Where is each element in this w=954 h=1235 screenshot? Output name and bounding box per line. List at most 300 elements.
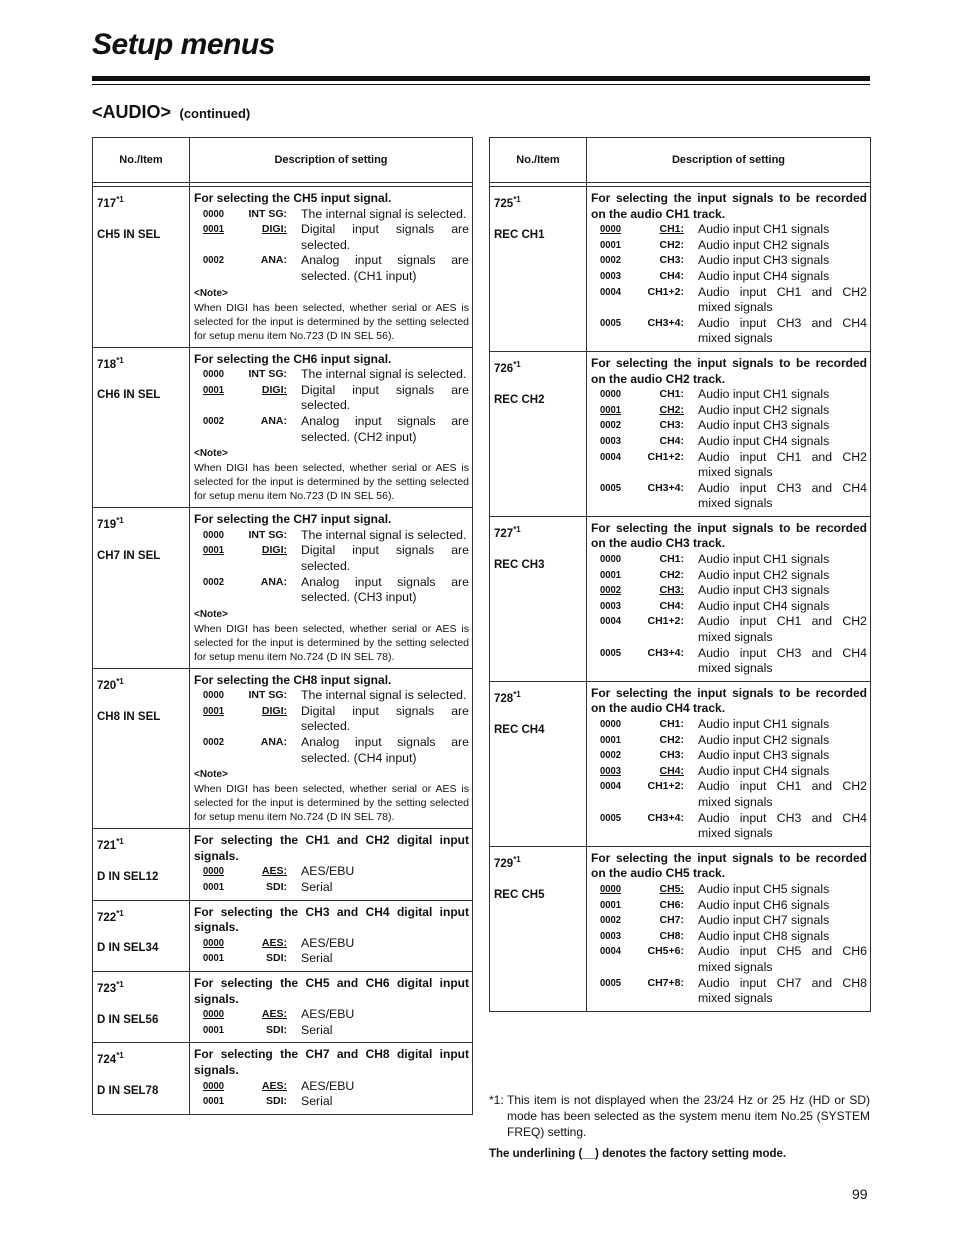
option-code: [600, 811, 631, 842]
item-number: [494, 687, 582, 707]
option-key: [634, 285, 686, 316]
option-text: The internal signal is selected.: [301, 527, 467, 542]
option-code-text: 0004: [600, 780, 622, 793]
note-text: When DIGI has been selected, whether serial or AES is selected for the input is determined by the setting selected for setup menu item No.724 (D IN SEL 78).: [194, 622, 469, 663]
factory-default-key: DIGI:: [261, 383, 287, 396]
option-text: Audio input CH4 signals: [698, 598, 830, 613]
item-number-text: 726: [494, 362, 514, 375]
option-key-text: SDI:: [266, 1023, 287, 1036]
option-code-text: 0002: [600, 914, 622, 927]
option-key-text: INT SG:: [248, 528, 287, 541]
item-cell: [93, 508, 190, 669]
factory-default-key: CH1:: [659, 223, 684, 236]
option-text: Audio input CH3 and CH4 mixed signals: [698, 480, 867, 511]
option-code-text: 0004: [600, 945, 622, 958]
option-key-text: CH1:: [659, 718, 684, 730]
table-header-row: [490, 138, 871, 183]
description-cell: [190, 900, 473, 971]
option-row: [591, 552, 867, 568]
item-cell: [490, 681, 587, 846]
item-cell: [93, 829, 190, 900]
item-footnote-mark: *1: [513, 524, 521, 534]
option-row: [591, 764, 867, 780]
description-cell: [190, 1043, 473, 1114]
option-row: [591, 418, 867, 434]
description-cell: [587, 681, 871, 846]
option-text: AES/EBU: [301, 864, 355, 879]
option-key-text: CH8:: [659, 929, 684, 942]
item-footnote-mark: *1: [513, 359, 521, 369]
option-code: [600, 944, 631, 975]
option-code-text: 0001: [203, 952, 225, 965]
option-row: [194, 528, 469, 544]
option-key: [634, 898, 686, 914]
option-key-text: INT SG:: [248, 207, 287, 220]
page-title: Setup menus: [92, 28, 275, 61]
item-number: [494, 852, 582, 872]
option-key-text: CH3+4:: [647, 811, 684, 824]
item-name: D IN SEL78: [97, 1085, 159, 1098]
option-code-text: 0001: [600, 238, 622, 251]
option-row: [591, 748, 867, 764]
option-key-text: CH3:: [659, 419, 684, 432]
option-key-text: CH6:: [659, 898, 684, 911]
left-settings-table: [92, 137, 473, 1115]
option-key-text: INT SG:: [248, 368, 287, 381]
option-text: Audio input CH7 signals: [698, 913, 830, 928]
table-row: [93, 668, 473, 829]
option-text: Audio input CH5 and CH6 mixed signals: [698, 944, 867, 974]
option-key-text: ANA:: [260, 575, 287, 588]
note-heading: <Note>: [194, 608, 228, 620]
option-key: [237, 1079, 289, 1095]
option-text: Audio input CH1 signals: [698, 387, 830, 402]
option-code: [600, 764, 631, 780]
option-key: [634, 811, 686, 842]
item-name: CH5 IN SEL: [97, 228, 161, 241]
option-key: [634, 222, 686, 238]
title-rule-thin: [92, 84, 870, 85]
option-code-text: 0003: [600, 434, 622, 447]
option-code: [600, 913, 631, 929]
option-key: [634, 929, 686, 945]
option-code-text: 0001: [600, 733, 622, 746]
table-row: [93, 1043, 473, 1114]
option-key-text: CH7:: [659, 914, 684, 927]
table-row: [490, 187, 871, 352]
option-code-text: 0002: [600, 419, 622, 432]
option-key-text: CH2:: [659, 238, 684, 251]
option-row: [591, 222, 867, 238]
option-code: [600, 222, 631, 238]
header-item: No./Item: [93, 138, 190, 183]
option-row: [591, 387, 867, 403]
option-code: [203, 704, 234, 735]
title-rule: [92, 76, 870, 81]
item-name: D IN SEL34: [97, 942, 159, 955]
factory-default-key: DIGI:: [261, 223, 287, 236]
option-text: Audio input CH7 and CH8 mixed signals: [698, 975, 867, 1006]
option-text: Serial: [301, 1094, 333, 1109]
option-code-text: 0002: [600, 749, 622, 762]
item-footnote-mark: *1: [116, 980, 124, 989]
option-code-text: 0001: [203, 881, 225, 894]
option-text: Audio input CH5 signals: [698, 881, 830, 896]
option-row: [591, 614, 867, 645]
option-code-text: 0003: [600, 269, 622, 282]
factory-default-code: 0002: [600, 584, 622, 597]
factory-default-code: 0000: [203, 936, 225, 949]
option-key: [634, 976, 686, 1007]
option-code-text: 0003: [600, 599, 622, 612]
description-heading: For selecting the CH8 input signal.: [194, 672, 392, 687]
option-key-text: SDI:: [266, 952, 287, 965]
factory-default-code: 0000: [600, 223, 622, 236]
factory-default-key: AES:: [261, 1008, 287, 1021]
option-row: [194, 253, 469, 284]
option-row: [591, 779, 867, 810]
option-text: Serial: [301, 951, 333, 966]
option-code: [600, 253, 631, 269]
option-code: [203, 575, 234, 606]
option-code: [203, 936, 234, 952]
description-heading: For selecting the CH6 input signal.: [194, 351, 392, 366]
description-cell: [587, 846, 871, 1011]
factory-setting-note: The underlining (__) denotes the factory setting mode.: [489, 1148, 787, 1160]
item-footnote-mark: *1: [116, 908, 124, 918]
option-code-text: 0000: [600, 553, 622, 566]
option-key: [237, 951, 289, 967]
option-key: [634, 418, 686, 434]
option-code: [600, 238, 631, 254]
item-number-text: 727: [494, 527, 514, 540]
option-code: [600, 929, 631, 945]
option-key-text: CH4:: [659, 434, 684, 447]
option-row: [591, 929, 867, 945]
option-code-text: 0005: [600, 976, 622, 989]
option-row: [194, 575, 469, 606]
item-cell: [93, 668, 190, 829]
option-text: Audio input CH8 signals: [698, 928, 830, 943]
option-code-text: 0002: [203, 414, 225, 427]
option-row: [591, 238, 867, 254]
item-number-text: 729: [494, 857, 514, 870]
option-key: [237, 864, 289, 880]
item-cell: [490, 516, 587, 681]
footnote-text: This item is not displayed when the 23/24 Hz or 25 Hz (HD or SD) mode has been selected as the system menu item No.25 (SYSTEM FREQ) setting.: [507, 1093, 870, 1139]
description-cell: [190, 187, 473, 348]
option-code-text: 0004: [600, 285, 622, 298]
item-number: [97, 353, 185, 373]
option-key: [237, 414, 289, 445]
option-code-text: 0004: [600, 615, 622, 628]
option-key: [634, 450, 686, 481]
section-suffix: (continued): [179, 106, 251, 121]
option-code: [600, 450, 631, 481]
option-code-text: 0005: [600, 646, 622, 659]
option-key-text: CH1+2:: [647, 450, 684, 463]
option-key-text: CH5+6:: [647, 945, 684, 958]
description-cell: [190, 972, 473, 1043]
item-name: REC CH4: [494, 723, 545, 736]
option-text: Digital input signals are selected.: [301, 382, 469, 413]
item-name: REC CH1: [494, 228, 545, 241]
option-key-text: CH3+4:: [647, 316, 684, 329]
item-cell: [93, 1043, 190, 1114]
option-code: [203, 528, 234, 544]
option-code: [600, 882, 631, 898]
table-row: [490, 681, 871, 846]
description-cell: [587, 351, 871, 516]
factory-default-code: 0000: [203, 865, 225, 878]
option-text: Audio input CH2 signals: [698, 732, 830, 747]
description-heading: For selecting the input signals to be recorded on the audio CH5 track.: [591, 850, 867, 881]
option-row: [591, 944, 867, 975]
option-text: Audio input CH3 and CH4 mixed signals: [698, 810, 867, 841]
option-code-text: 0002: [203, 254, 225, 267]
option-text: Audio input CH3 signals: [698, 748, 830, 763]
option-text: Audio input CH1 signals: [698, 552, 830, 567]
option-text: Audio input CH3 signals: [698, 253, 830, 268]
option-key-text: CH1+2:: [647, 780, 684, 793]
item-cell: [490, 846, 587, 1011]
option-code: [600, 583, 631, 599]
option-text: Analog input signals are selected. (CH3 input): [301, 574, 469, 605]
option-key: [237, 528, 289, 544]
factory-default-code: 0001: [203, 223, 225, 236]
note-text: When DIGI has been selected, whether serial or AES is selected for the input is determined by the setting selected for setup menu item No.723 (D IN SEL 56).: [194, 301, 469, 342]
factory-default-key: AES:: [261, 1079, 287, 1092]
option-code-text: 0000: [203, 207, 225, 220]
option-text: AES/EBU: [301, 1007, 355, 1022]
table-row: [93, 972, 473, 1043]
option-code-text: 0002: [203, 736, 225, 749]
option-row: [591, 717, 867, 733]
option-key: [634, 944, 686, 975]
description-cell: [190, 347, 473, 508]
item-number-text: 724: [97, 1054, 117, 1067]
option-row: [194, 1079, 469, 1095]
item-footnote-mark: *1: [513, 689, 521, 699]
option-code-text: 0000: [203, 368, 225, 381]
option-code: [203, 735, 234, 766]
option-row: [591, 599, 867, 615]
option-code: [600, 646, 631, 677]
option-text: Serial: [301, 1022, 333, 1037]
option-key-text: CH2:: [659, 733, 684, 746]
option-key: [634, 552, 686, 568]
option-code: [600, 614, 631, 645]
footnote: [489, 1092, 870, 1140]
option-row: [591, 733, 867, 749]
option-row: [591, 913, 867, 929]
option-row: [194, 1007, 469, 1023]
option-text: The internal signal is selected.: [301, 367, 467, 382]
description-heading: For selecting the input signals to be recorded on the audio CH1 track.: [591, 191, 867, 221]
item-number: [494, 522, 582, 542]
description-heading: For selecting the CH7 and CH8 digital input signals.: [194, 1047, 469, 1077]
option-code-text: 0002: [203, 575, 225, 588]
option-row: [194, 414, 469, 445]
item-cell: [93, 347, 190, 508]
description-heading: For selecting the input signals to be recorded on the audio CH3 track.: [591, 520, 867, 551]
table-row: [93, 508, 473, 669]
header-description: Description of setting: [190, 138, 473, 183]
option-key: [634, 568, 686, 584]
option-row: [194, 1094, 469, 1110]
option-code-text: 0004: [600, 450, 622, 463]
option-code-text: 0003: [600, 929, 622, 942]
option-code: [203, 688, 234, 704]
option-text: Audio input CH6 signals: [698, 897, 830, 912]
option-row: [194, 367, 469, 383]
option-text: Audio input CH1 signals: [698, 222, 830, 237]
note-text: When DIGI has been selected, whether serial or AES is selected for the input is determined by the setting selected for setup menu item No.724 (D IN SEL 78).: [194, 783, 469, 824]
option-code: [600, 418, 631, 434]
option-row: [591, 583, 867, 599]
option-code: [203, 1007, 234, 1023]
option-code: [203, 864, 234, 880]
item-footnote-mark: *1: [116, 195, 124, 204]
option-key: [634, 269, 686, 285]
factory-default-code: 0000: [600, 882, 622, 895]
option-code-text: 0000: [203, 689, 225, 702]
option-text: Audio input CH3 and CH4 mixed signals: [698, 315, 867, 346]
option-key-text: SDI:: [266, 1095, 287, 1108]
item-cell: [93, 187, 190, 348]
right-settings-table: [489, 137, 871, 1012]
option-code-text: 0001: [203, 1095, 225, 1108]
option-code-text: 0002: [600, 254, 622, 267]
option-row: [591, 898, 867, 914]
option-key: [237, 1007, 289, 1023]
page-number: 99: [852, 1186, 868, 1202]
option-row: [194, 1023, 469, 1039]
option-row: [194, 951, 469, 967]
note-heading: <Note>: [194, 769, 228, 781]
option-code-text: 0005: [600, 316, 622, 329]
item-number: [97, 513, 185, 533]
option-text: Digital input signals are selected.: [301, 703, 469, 734]
section-title: <AUDIO>: [92, 102, 172, 122]
option-key: [634, 779, 686, 810]
option-code: [600, 285, 631, 316]
option-key-text: ANA:: [260, 254, 287, 267]
item-cell: [490, 351, 587, 516]
option-key: [237, 704, 289, 735]
item-cell: [490, 187, 587, 352]
description-heading: For selecting the CH5 and CH6 digital input signals.: [194, 976, 469, 1006]
option-row: [591, 316, 867, 347]
item-number-text: 722: [97, 911, 117, 924]
option-key-text: ANA:: [260, 736, 287, 749]
option-key-text: CH1:: [659, 388, 684, 401]
option-row: [591, 811, 867, 842]
item-name: D IN SEL56: [97, 1013, 159, 1026]
option-code-text: 0000: [600, 718, 622, 730]
option-code: [600, 976, 631, 1007]
option-row: [194, 688, 469, 704]
option-code-text: 0001: [600, 898, 622, 911]
description-cell: [190, 508, 473, 669]
description-heading: For selecting the CH1 and CH2 digital input signals.: [194, 833, 469, 863]
option-key: [634, 238, 686, 254]
option-text: Audio input CH3 and CH4 mixed signals: [698, 645, 867, 676]
option-key: [634, 387, 686, 403]
option-key-text: CH1+2:: [647, 615, 684, 628]
option-key: [634, 764, 686, 780]
description-heading: For selecting the CH7 input signal.: [194, 512, 392, 527]
option-code: [600, 481, 631, 512]
option-text: Analog input signals are selected. (CH4 input): [301, 735, 469, 765]
option-key-text: CH4:: [659, 269, 684, 282]
header-description: Description of setting: [587, 138, 871, 183]
option-text: Audio input CH2 signals: [698, 567, 830, 582]
option-text: The internal signal is selected.: [301, 206, 467, 221]
option-key: [634, 733, 686, 749]
description-heading: For selecting the CH5 input signal.: [194, 191, 392, 205]
option-code-text: 0005: [600, 481, 622, 494]
option-code: [203, 1079, 234, 1095]
option-key: [237, 543, 289, 574]
table-row: [93, 900, 473, 971]
option-key: [237, 1094, 289, 1110]
factory-default-code: 0001: [600, 403, 622, 416]
option-code: [203, 951, 234, 967]
option-row: [591, 882, 867, 898]
option-code: [600, 717, 631, 733]
option-key: [237, 383, 289, 414]
option-code-text: 0001: [203, 1023, 225, 1036]
option-row: [591, 450, 867, 481]
option-row: [591, 568, 867, 584]
option-code: [203, 222, 234, 253]
item-name: D IN SEL12: [97, 871, 159, 884]
option-key: [237, 207, 289, 223]
option-text: Audio input CH2 signals: [698, 402, 830, 417]
factory-default-key: DIGI:: [261, 704, 287, 717]
option-key: [237, 253, 289, 284]
option-code: [600, 733, 631, 749]
item-name: CH6 IN SEL: [97, 389, 161, 402]
table-header-row: [93, 138, 473, 183]
option-code: [203, 1094, 234, 1110]
factory-default-key: CH4:: [659, 764, 684, 777]
description-heading: For selecting the CH3 and CH4 digital input signals.: [194, 904, 469, 935]
option-key: [634, 717, 686, 733]
option-code: [203, 383, 234, 414]
option-row: [194, 383, 469, 414]
option-key: [634, 882, 686, 898]
item-number-text: 717: [97, 197, 117, 210]
description-cell: [587, 516, 871, 681]
option-key-text: INT SG:: [248, 689, 287, 702]
option-text: Audio input CH4 signals: [698, 433, 830, 448]
option-key-text: CH3+4:: [647, 646, 684, 659]
option-text: AES/EBU: [301, 935, 355, 950]
item-number-text: 721: [97, 840, 117, 853]
option-code: [203, 253, 234, 284]
description-cell: [190, 668, 473, 829]
item-number-text: 728: [494, 692, 514, 705]
option-key: [634, 253, 686, 269]
item-footnote-mark: *1: [513, 854, 521, 864]
option-text: Audio input CH4 signals: [698, 268, 830, 283]
option-key: [237, 222, 289, 253]
note-heading: <Note>: [194, 287, 228, 299]
item-number: [97, 906, 185, 926]
option-row: [591, 976, 867, 1007]
